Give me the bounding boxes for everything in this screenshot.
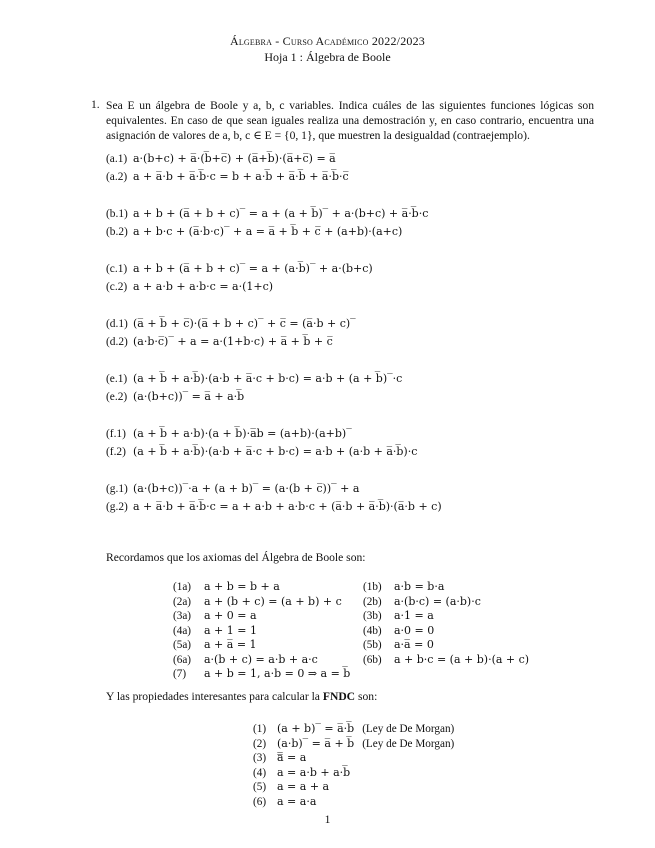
axioms-title: Recordamos que los axiomas del Álgebra de Boole son: [106,551,366,564]
axiom-row [363,580,444,593]
property-row [253,766,358,779]
item-expression: a + a̅·b + a̅·b̅·c = a + a·b + a·b·c + (a̅·b + a̅·b̅)·(a̅·b + c) [133,500,442,513]
axiom-expression: a + b = b + a [204,580,280,593]
axiom-expression: a·a̅ = 0 [394,638,434,651]
axiom-expression: a·b = b·a [394,580,445,593]
axiom-key: (1b) [363,581,382,593]
item-label: (f.1) [106,428,126,440]
axiom-expression: a·(b·c) = (a·b)·c [394,594,481,608]
problem-intro: Sea E un álgebra de Boole y a, b, c variables. Indica cuáles de las siguientes funciones lógicas son equivalentes. En caso de que sean iguales realiza una demostración y, en caso contrario, encuentra una asignación de valores de a, b, c ∈ E = {0, 1}, que muestren la desigualdad (contraejemplo). [106,99,594,142]
axiom-key: (1a) [173,581,192,593]
property-expression: a = a·b + a·b̅ [277,765,351,779]
props-title [106,690,377,703]
axiom-expression: a + (b + c) = (a + b) + c [204,594,342,608]
axiom-expression: a·(b + c) = a·b + a·c [204,652,318,666]
axiom-expression: a + 0 = a [204,609,257,622]
problem-item [106,152,336,165]
item-label: (d.2) [106,336,128,348]
item-expression: (a·(b+c))‾ = a̅ + a·b̅ [133,390,245,403]
problem-item [106,262,373,275]
problem-item [106,335,333,348]
problem-number: 1. [91,98,100,111]
property-key: (6) [253,795,267,808]
item-label: (e.1) [106,373,128,385]
axiom-row [173,653,318,666]
problem-item [106,500,442,513]
axiom-key: (3b) [363,610,382,622]
axiom-key: (2a) [173,595,192,608]
property-key: (4) [253,766,267,779]
item-expression: (a̅ + b̅ + c̅)·(a̅ + b + c)‾ + c̅ = (a̅·b + c)‾ [133,317,356,330]
item-label: (a.1) [106,153,128,165]
property-row [253,737,454,750]
property-note: (Ley de De Morgan) [362,723,455,735]
item-label: (f.2) [106,446,126,458]
axiom-row [173,638,257,651]
item-label: (d.1) [106,318,128,330]
problem-item [106,390,244,403]
axiom-key: (4b) [363,624,382,637]
item-label: (c.1) [106,263,128,275]
item-label: (g.1) [106,483,128,495]
item-expression: a + a̅·b + a̅·b̅·c = b + a·b̅ + a̅·b̅ + a̅·b̅·c̅ [133,170,349,183]
item-label: (b.1) [106,208,128,220]
property-expression: a = a·a [277,794,317,808]
item-expression: a + b·c + (a̅·b·c)‾ + a = a̅ + b̅ + c̅ + (a+b)·(a+c) [133,225,403,238]
item-expression: a·(b+c) + a̅·(b̅+c̅) + (a̅+b̅)·(a̅+c̅) = a̅ [133,152,336,165]
page-number: 1 [324,813,331,826]
problem-item [106,207,428,220]
axiom-row [363,595,481,608]
axiom-row [173,667,350,680]
item-label: (a.2) [106,171,128,183]
property-expression: (a + b)‾ = a̅·b̅ [277,722,355,735]
axiom-key: (7) [173,668,187,680]
axiom-key: (6b) [363,653,382,666]
axiom-row [173,609,257,622]
axiom-row [363,609,434,622]
axiom-row [173,624,257,637]
problem-item [106,317,356,330]
problem-item [106,445,417,458]
item-label: (b.2) [106,226,128,238]
property-key: (5) [253,781,267,793]
item-expression: a + b + (a̅ + b + c)‾ = a + (a + b̅)‾ + a·(b+c) + a̅·b̅·c [133,207,429,220]
axiom-expression: a + b·c = (a + b)·(a + c) [394,652,530,666]
item-expression: a + b + (a̅ + b + c)‾ = a + (a·b̅)‾ + a·(b+c) [133,262,373,275]
item-expression: (a + b̅ + a·b)·(a + b̅)·a̅b = (a+b)·(a+b)‾ [133,427,352,440]
axiom-row [363,638,434,651]
item-label: (c.2) [106,281,128,293]
axiom-key: (3a) [173,610,192,622]
axiom-expression: a·0 = 0 [394,623,435,637]
item-expression: (a + b̅ + a·b̅)·(a·b + a̅·c + b·c) = a·b + (a·b + a̅·b̅)·c [133,445,418,458]
axiom-row [363,624,434,637]
axiom-key: (5a) [173,639,192,651]
axiom-expression: a + 1 = 1 [204,623,257,637]
item-label: (g.2) [106,501,128,513]
axiom-key: (6a) [173,653,192,666]
problem-item [106,280,273,293]
property-expression: (a·b)‾ = a̅ + b̅ [277,736,355,750]
axiom-key: (4a) [173,624,192,637]
axiom-row [173,595,342,608]
property-key: (2) [253,737,267,750]
property-expression: a̿ = a [277,751,307,764]
axiom-key: (2b) [363,595,382,608]
header-title: Álgebra - Curso Académico 2022/2023 [229,34,425,48]
props-title-post: son: [355,690,378,703]
props-title-bold: FNDC [322,690,356,703]
property-key: (1) [253,723,267,735]
props-title-pre: Y las propiedades interesantes para calcular la [106,690,323,703]
item-expression: (a + b̅ + a·b̅)·(a·b + a̅·c + b·c) = a·b + (a + b̅)‾·c [133,372,403,385]
problem-item [106,170,349,183]
item-expression: (a·b·c̅)‾ + a = a·(1+b·c) + a̅ + b̅ + c̅ [133,335,333,348]
property-row [253,751,314,764]
property-row [253,722,454,735]
property-note: (Ley de De Morgan) [362,737,455,750]
axiom-row [363,653,529,666]
axiom-expression: a + a̅ = 1 [204,638,257,651]
property-expression: a = a + a [277,780,330,793]
problem-item [106,225,402,238]
item-expression: (a·(b+c))‾·a + (a + b)‾ = (a·(b + c̅))‾ + a [133,482,360,495]
axiom-key: (5b) [363,639,382,651]
axiom-expression: a + b = 1, a·b = 0 ⇒ a = b̅ [204,667,351,680]
problem-item [106,372,402,385]
problem-item [106,482,359,495]
property-row [253,780,337,793]
problem-item [106,427,352,440]
axiom-expression: a·1 = a [394,609,434,622]
axiom-row [173,580,280,593]
property-key: (3) [253,752,267,764]
item-label: (e.2) [106,391,128,403]
header-subtitle: Hoja 1 : Álgebra de Boole [264,50,391,64]
item-expression: a + a·b + a·b·c = a·(1+c) [133,280,274,293]
property-row [253,795,324,808]
